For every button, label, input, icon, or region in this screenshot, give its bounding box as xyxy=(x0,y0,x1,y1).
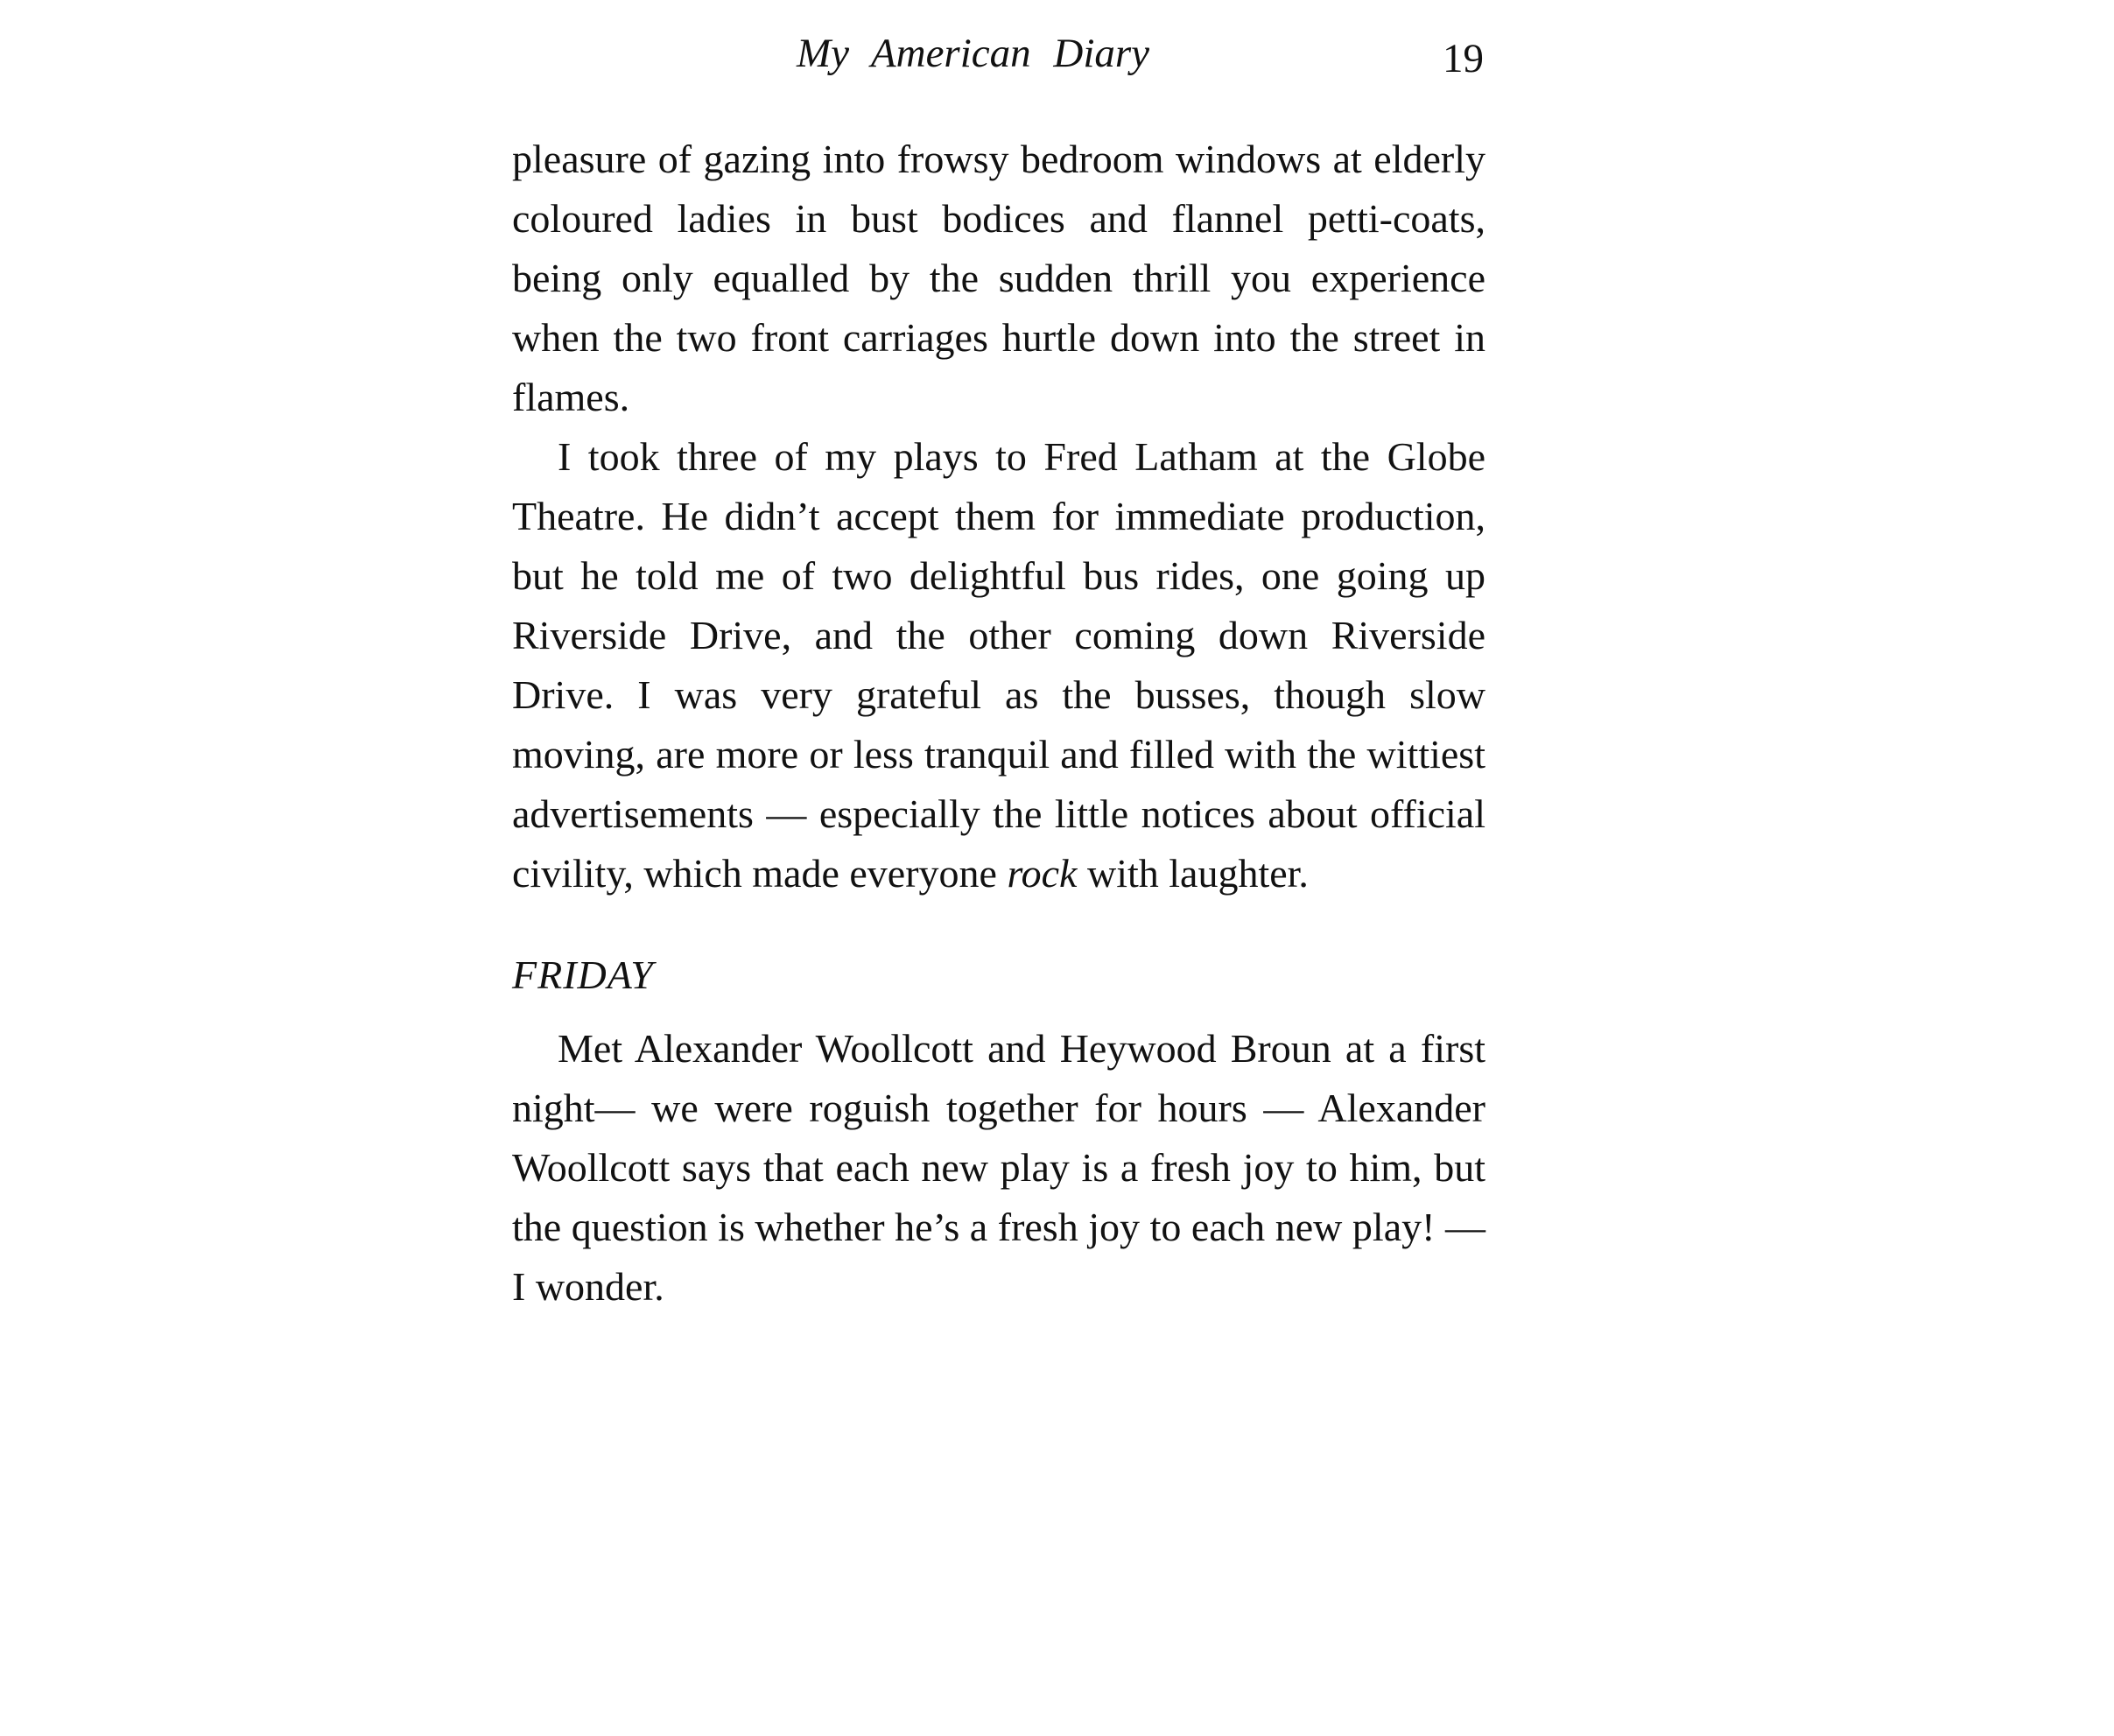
paragraph-continued: pleasure of gazing into frowsy bedroom windows at elderly coloured ladies in bust bodices and flannel petti-coats, being only equalled by the sudden thrill you experience when the two front carriages hurtle down into the street in flames. xyxy=(512,137,1485,419)
running-title: My American Diary xyxy=(797,31,1150,76)
paragraph-woollcott: Met Alexander Woollcott and Heywood Broun at a first night— we were roguish together for hours — Alexander Woollcott says that each new play is a fresh joy to him, but the question is whether he’s a fresh joy to each new play! — I wonder. xyxy=(512,1026,1485,1309)
paragraph-globe-theatre xyxy=(512,427,1485,903)
paragraph-text: I took three of my plays to Fred Latham at the Globe Theatre. He didn’t accept them for immediate production, but he told me of two delightful bus rides, one going up Riverside Drive, and the other coming down Riverside Drive. I was very grateful as the busses, though slow moving, are more or less tranquil and filled with the wittiest advertisements — especially the little notices about official civility, which made everyone xyxy=(512,434,1485,896)
emphasized-word: rock xyxy=(1007,851,1078,896)
running-header xyxy=(512,26,1485,88)
section-heading-friday: FRIDAY xyxy=(512,952,654,997)
book-page xyxy=(512,26,1485,1317)
page-number: 19 xyxy=(1443,36,1484,81)
paragraph-text-end: with laughter. xyxy=(1077,851,1309,896)
